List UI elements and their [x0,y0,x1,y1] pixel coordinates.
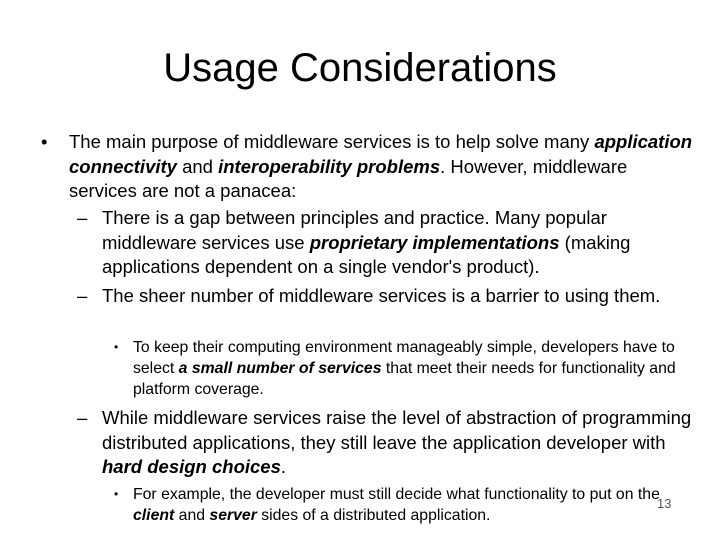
bullet-marker: – [77,407,88,428]
bullet-gap-principles [77,206,702,280]
bullet-text: sides of a distributed application. [256,507,491,524]
bullet-text: . [280,456,287,478]
bullet-marker: • [114,487,119,501]
bullet-keep-simple [114,337,693,400]
bullet-text: and [174,507,210,524]
bullet-text: . However, middleware services are not a panacea: [69,155,628,202]
slide-title: Usage Considerations [163,46,557,90]
bullet-main-purpose [41,130,699,204]
emphasis-text: server [209,507,257,524]
emphasis-text: hard design choices [102,456,281,478]
emphasis-text: a small number of services [178,360,382,377]
emphasis-text: proprietary implementations [309,231,560,253]
bullet-text: (making applications dependent on a single vendor's product). [102,231,631,278]
emphasis-text: interoperability problems [218,155,441,177]
bullet-sheer-number [77,284,702,309]
slide-number: 13 [657,496,672,511]
bullet-marker: • [41,131,48,152]
bullet-text: There is a gap between principles and practice. Many popular middleware services use [102,207,607,253]
bullet-text: The main purpose of middleware services is to help solve many [69,131,595,152]
bullet-marker: – [77,207,88,228]
emphasis-text: application connectivity [69,131,693,177]
bullet-text: The sheer number of middleware services is a barrier to using them. [102,285,661,306]
bullet-for-example [114,484,693,526]
bullet-text: To keep their computing environment manageably simple, developers have to select [133,339,675,377]
bullet-abstraction [77,406,702,480]
bullet-text: While middleware services raise the level of abstraction of programming distributed applications, they still leave the application developer with [102,407,692,453]
bullet-text: For example, the developer must still decide what functionality to put on the [133,486,660,503]
bullet-text: and [176,155,219,177]
bullet-text: that meet their needs for functionality and platform coverage. [133,360,676,398]
bullet-marker: • [114,340,119,354]
emphasis-text: client [133,507,175,524]
bullet-marker: – [77,285,88,306]
